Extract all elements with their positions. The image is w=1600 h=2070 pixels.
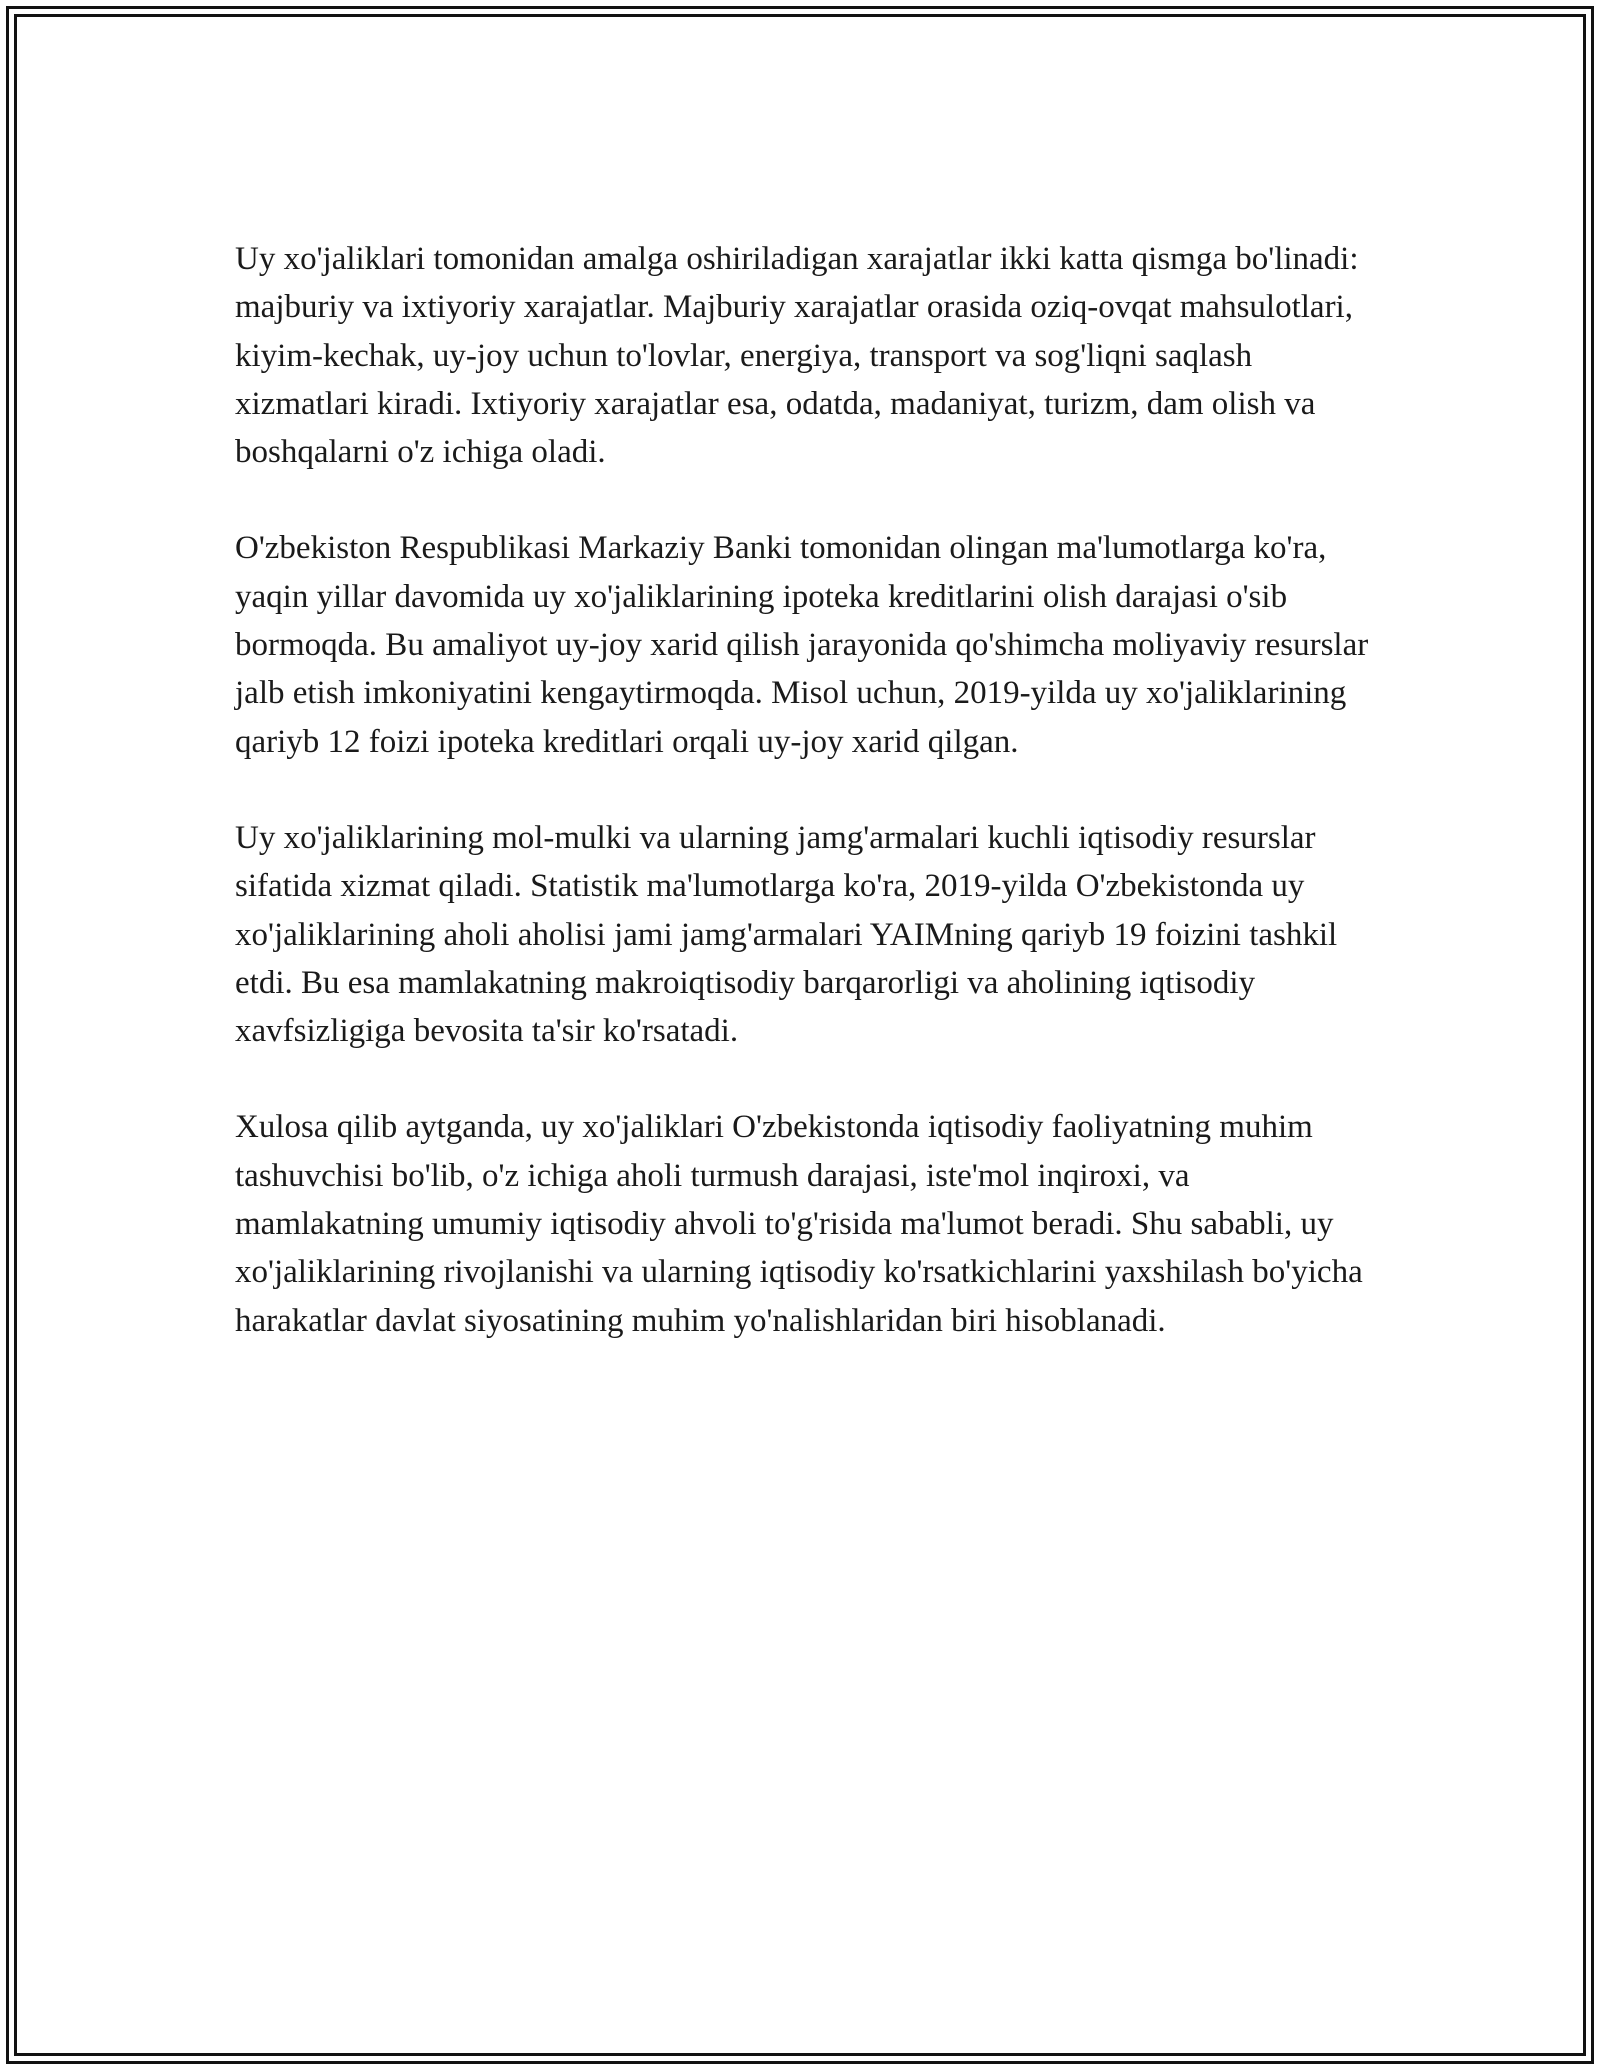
- document-body: [235, 235, 1370, 1393]
- paragraph-2: O'zbekiston Respublikasi Markaziy Banki tomonidan olingan ma'lumotlarga ko'ra, yaqin yillar davomida uy xo'jaliklarining ipoteka kreditlarini olish darajasi o'sib bormoqda. Bu amaliyot uy-joy xarid qilish jarayonida qo'shimcha moliyaviy resurslar jalb etish imkoniyatini kengaytirmoqda. Misol uchun, 2019-yilda uy xo'jaliklarining qariyb 12 foizi ipoteka kreditlari orqali uy-joy xarid qilgan.: [235, 530, 1369, 760]
- paragraph-3: Uy xo'jaliklarining mol-mulki va ularning jamg'armalari kuchli iqtisodiy resurslar sifatida xizmat qiladi. Statistik ma'lumotlarga ko'ra, 2019-yilda O'zbekistonda uy xo'jaliklarining aholi aholisi jami jamg'armalari YAIMning qariyb 19 foizini tashkil etdi. Bu esa mamlakatning makroiqtisodiy barqarorligi va aholining iqtisodiy xavfsizligiga bevosita ta'sir ko'rsatadi.: [235, 819, 1338, 1050]
- paragraph-1: Uy xo'jaliklari tomonidan amalga oshiriladigan xarajatlar ikki katta qismga bo'linadi: majburiy va ixtiyoriy xarajatlar. Majburiy xarajatlar orasida oziq-ovqat mahsulotlari, kiyim-kechak, uy-joy uchun to'lovlar, energiya, transport va sog'liqni saqlash xizmatlari kiradi. Ixtiyoriy xarajatlar esa, odatda, madaniyat, turizm, dam olish va boshqalarni o'z ichiga oladi.: [235, 241, 1359, 471]
- paragraph-4: Xulosa qilib aytganda, uy xo'jaliklari O'zbekistonda iqtisodiy faoliyatning muhim tashuvchisi bo'lib, o'z ichiga aholi turmush darajasi, iste'mol inqiroxi, va mamlakatning umumiy iqtisodiy ahvoli to'g'risida ma'lumot beradi. Shu sababli, uy xo'jaliklarining rivojlanishi va ularning iqtisodiy ko'rsatkichlarini yaxshilash bo'yicha harakatlar davlat siyosatining muhim yo'nalishlaridan biri hisoblanadi.: [235, 1109, 1363, 1339]
